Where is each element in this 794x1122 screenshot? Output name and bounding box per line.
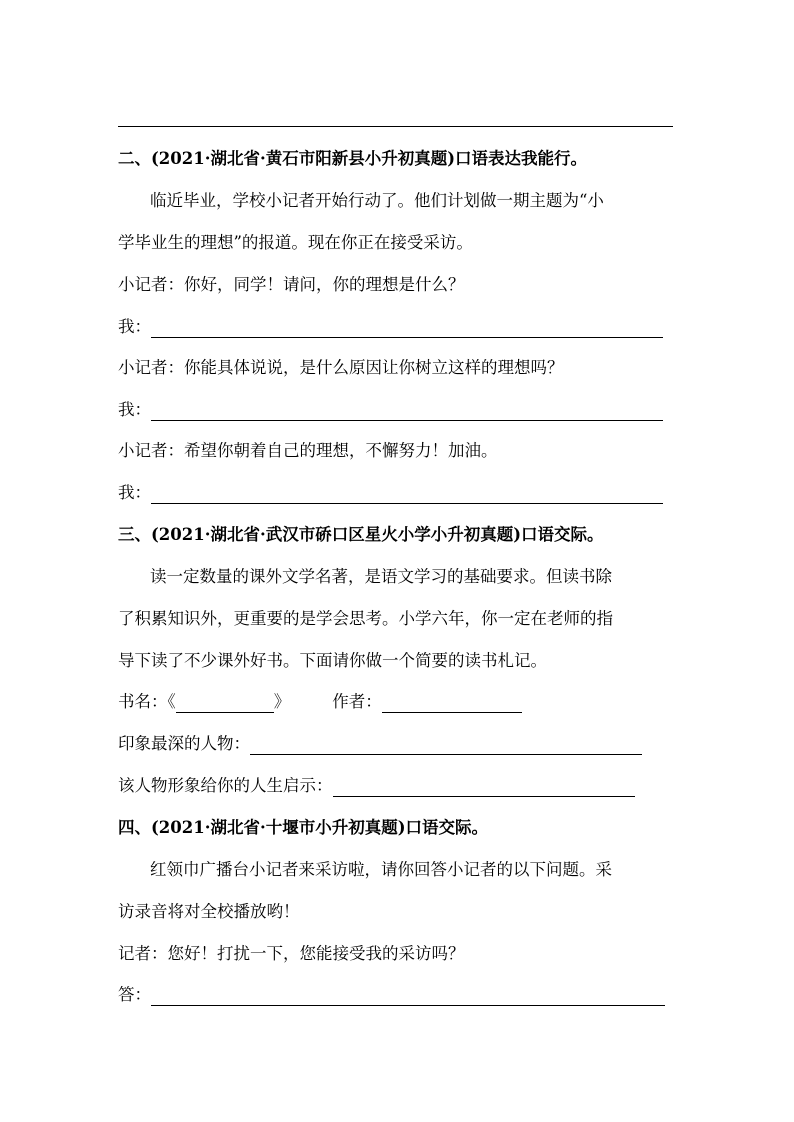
reporter-question-3: 小记者：希望你朝着自己的理想，不懈努力！加油。 [118,441,498,460]
answer-blank-1[interactable] [151,320,663,338]
answer-blank-4[interactable] [151,988,665,1006]
character-label: 印象最深的人物： [118,734,250,753]
answer-label-4: 答： [118,985,151,1004]
book-author-row [118,691,522,713]
section-3-heading: 三、(2021·湖北省·武汉市硚口区星火小学小升初真题)口语交际。 [118,525,604,544]
book-title-label: 书名：《 [118,692,176,711]
answer-row-3 [118,482,663,504]
section-4-heading: 四、(2021·湖北省·十堰市小升初真题)口语交际。 [118,818,489,837]
reporter-question-1: 小记者：你好，同学！请问，你的理想是什么？ [118,275,465,294]
section-2-intro-line-2: 学毕业生的理想”的报道。现在你正在接受采访。 [118,233,473,252]
insight-blank[interactable] [333,779,635,797]
insight-label: 该人物形象给你的人生启示： [118,776,333,795]
section-3-intro-line-2: 了积累知识外，更重要的是学会思考。小学六年，你一定在老师的指 [118,609,613,628]
section-2-heading: 二、(2021·湖北省·黄石市阳新县小升初真题)口语表达我能行。 [118,149,588,168]
section-3-intro-line-3: 导下读了不少课外好书。下面请你做一个简要的读书札记。 [118,651,547,670]
book-title-close: 》 [273,692,291,711]
header-rule [118,126,673,127]
reporter-question-2: 小记者：你能具体说说，是什么原因让你树立这样的理想吗？ [118,358,564,377]
section-2-intro-line-1: 临近毕业，学校小记者开始行动了。他们计划做一期主题为“小 [150,191,604,210]
section-3-intro-line-1: 读一定数量的课外文学名著，是语文学习的基础要求。但读书除 [150,567,612,586]
answer-label-1: 我： [118,317,151,336]
answer-row-1 [118,316,663,338]
answer-label-3: 我： [118,483,151,502]
character-row [118,733,642,755]
reporter-question-4: 记者：您好！打扰一下，您能接受我的采访吗？ [118,944,465,963]
section-4-intro-line-1: 红领巾广播台小记者来采访啦，请你回答小记者的以下问题。采 [150,860,612,879]
answer-row-4 [118,984,665,1006]
insight-row [118,775,635,797]
answer-row-2 [118,399,663,421]
author-blank[interactable] [382,695,522,713]
author-label: 作者： [332,692,382,711]
section-4-intro-line-2: 访录音将对全校播放哟！ [118,902,300,921]
character-blank[interactable] [250,737,642,755]
book-title-blank[interactable] [176,695,274,713]
answer-blank-2[interactable] [151,403,663,421]
answer-blank-3[interactable] [151,486,663,504]
answer-label-2: 我： [118,400,151,419]
